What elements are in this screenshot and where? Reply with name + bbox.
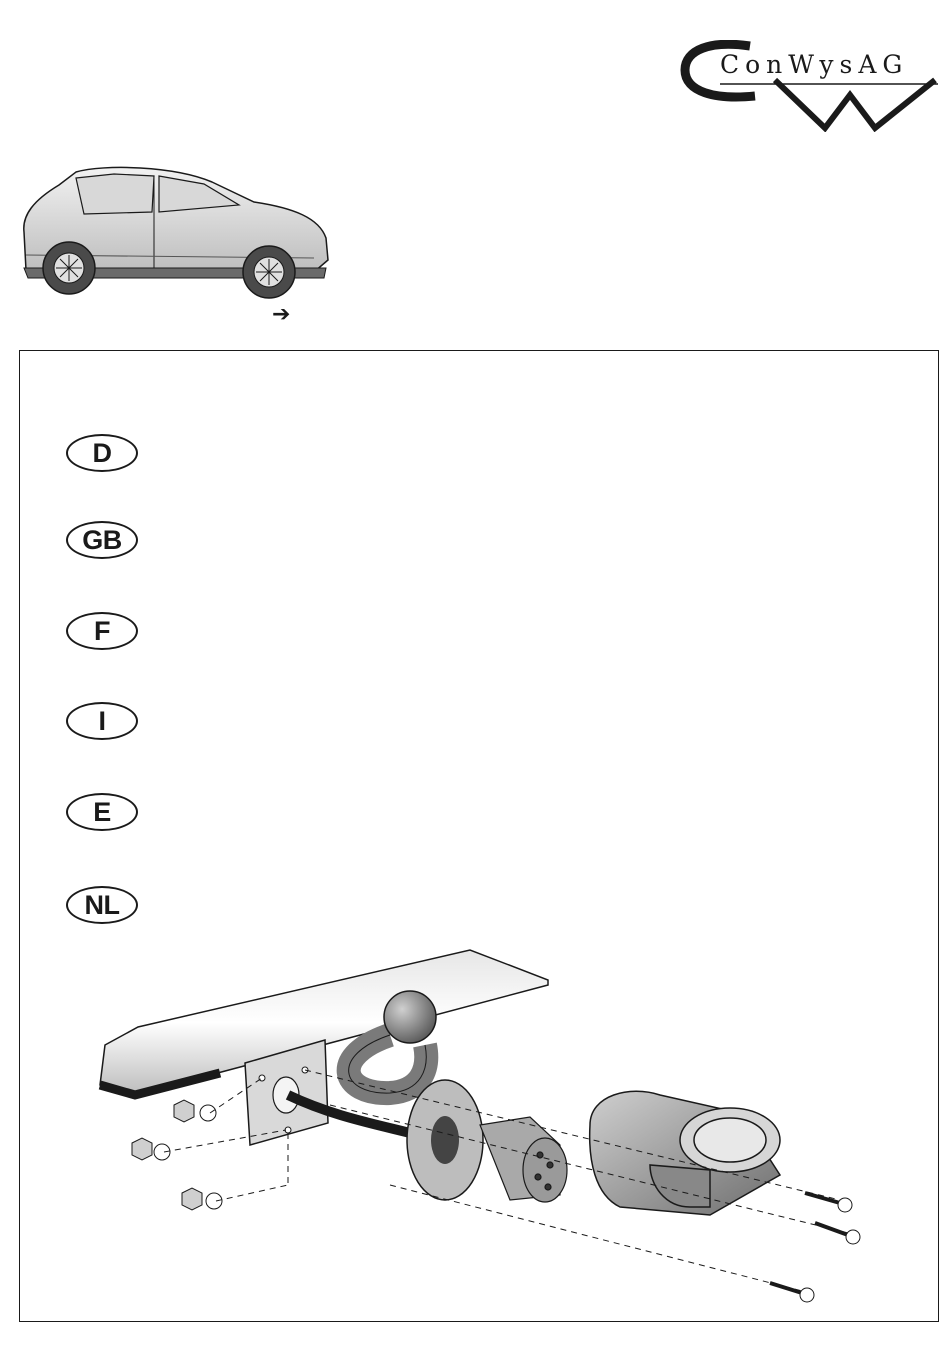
right-arrow-icon: ➔ [272,302,291,327]
plug [480,1117,567,1202]
language-badge-i: I [66,702,138,740]
language-badge-gb: GB [66,521,138,559]
tow-ball [384,991,436,1043]
vehicle-illustration [14,160,334,305]
socket-housing [590,1091,780,1215]
screw-bottom [770,1283,814,1302]
language-badge-e: E [66,793,138,831]
language-badge-f: F [66,612,138,650]
screw-top [805,1193,852,1212]
nut-washer-top [174,1100,216,1122]
language-badge-nl: NL [66,886,138,924]
logo-text: ConWysAG [720,50,909,79]
nut-washer-bottom [182,1188,222,1210]
conwys-logo [680,40,942,132]
socket-assembly-drawing [90,945,870,1315]
nut-washer-middle [132,1138,170,1160]
language-badge-d: D [66,434,138,472]
